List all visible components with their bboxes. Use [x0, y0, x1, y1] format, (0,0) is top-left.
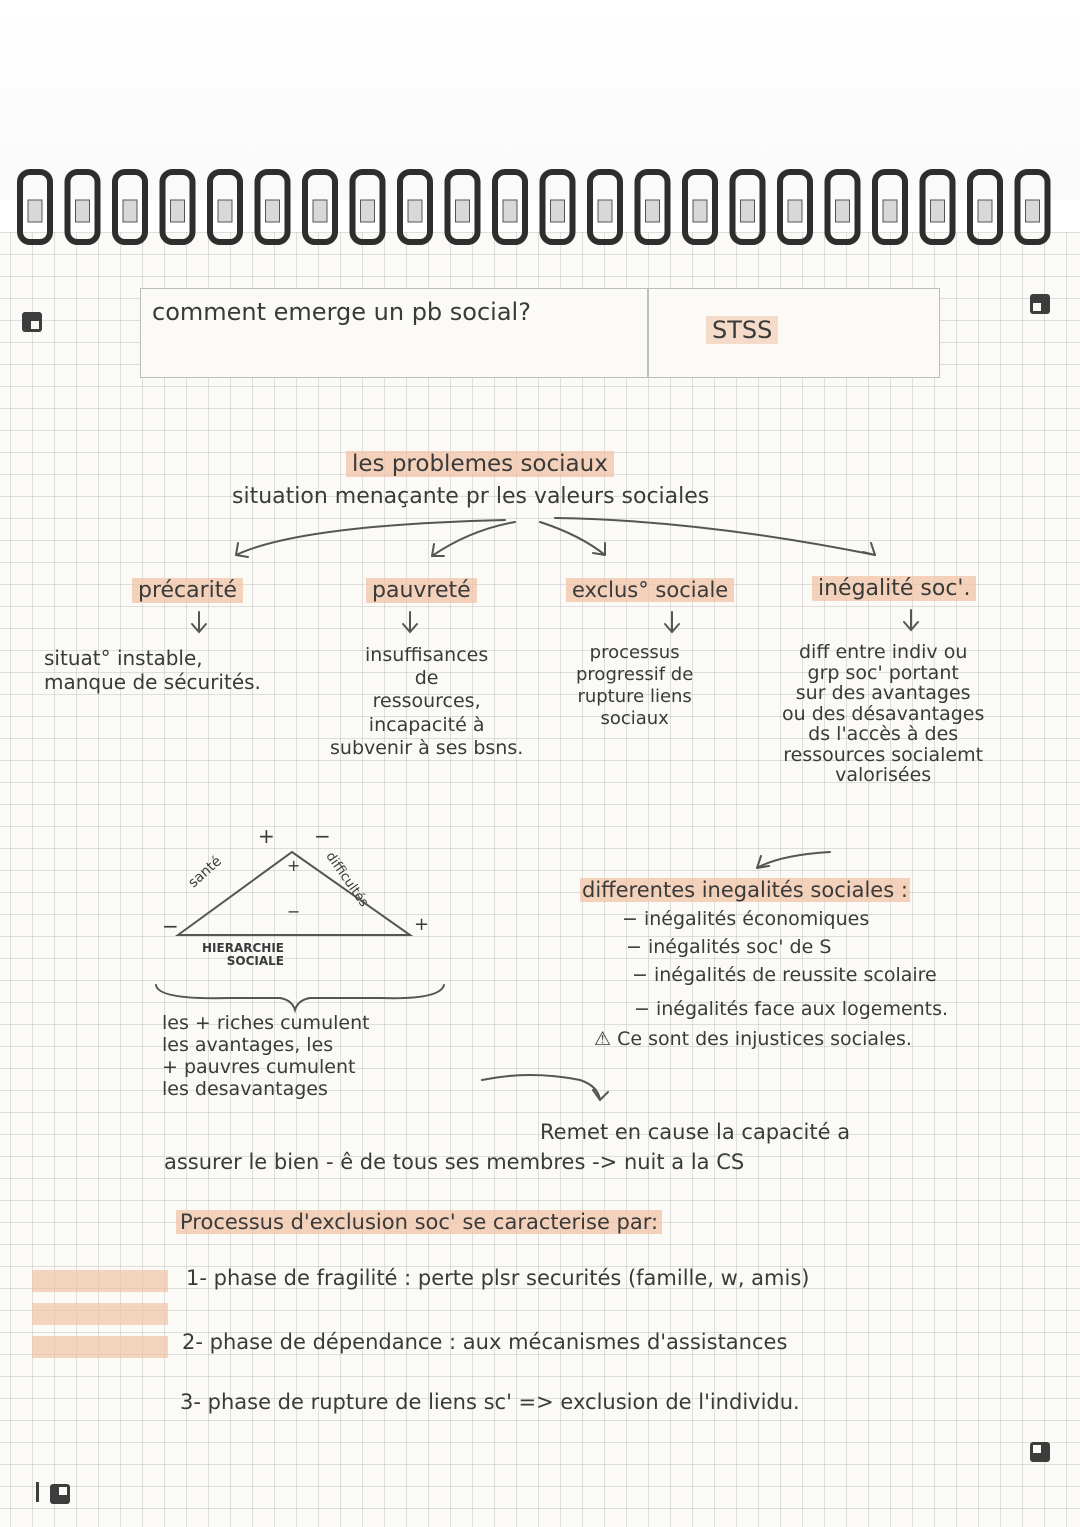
branch-text-pauvrete: insuffisances de ressources, incapacité à subvenir à ses bsns.: [330, 644, 524, 759]
phase-item: 1- phase de fragilité : perte plsr securités (famille, w, amis): [186, 1266, 810, 1290]
branch-text-precarite: situat° instable, manque de sécurités.: [44, 646, 261, 695]
arrow-to-inegalite: [555, 518, 875, 555]
triangle-plus-top: +: [258, 824, 275, 848]
brace: [156, 985, 444, 1010]
triangle-side-difficultes: difficultés: [322, 849, 372, 910]
consequence-line2: assurer le bien - ê de tous ses membres -> nuit a la CS: [164, 1150, 745, 1174]
triangle-minus-inner: −: [287, 902, 301, 921]
consequence-line1: Remet en cause la capacité a: [540, 1120, 851, 1144]
branch-text-exclusion: processus progressif de rupture liens sociaux: [576, 642, 694, 729]
margin-highlight: [32, 1336, 168, 1358]
section-heading: les problemes sociaux: [346, 451, 614, 477]
phase-item: 2- phase de dépendance : aux mécanismes d'assistances: [182, 1330, 788, 1354]
arrow-to-pauvrete: [432, 522, 515, 556]
phase-item: 3- phase de rupture de liens sc' => exclusion de l'individu.: [180, 1390, 800, 1414]
branch-label-pauvrete: pauvreté: [366, 578, 477, 603]
margin-highlight: [32, 1303, 168, 1325]
triangle-plus-right: +: [414, 914, 430, 935]
cumul-text: les + riches cumulent les avantages, les + pauvres cumulent les desavantages: [162, 1012, 370, 1101]
inegalite-item: − inégalités économiques: [622, 908, 870, 930]
branch-label-exclusion: exclus° sociale: [566, 578, 734, 602]
inegalites-title: differentes inegalités sociales :: [582, 878, 908, 902]
processus-title: Processus d'exclusion soc' se caracterise par:: [176, 1210, 662, 1234]
arrow-to-exclusion: [540, 522, 605, 555]
inegalite-item: − inégalités de reussite scolaire: [632, 964, 937, 986]
inegalites-warning: ⚠ Ce sont des injustices sociales.: [594, 1028, 912, 1050]
page-title: comment emerge un pb social?: [152, 298, 531, 326]
subject-badge: STSS: [706, 316, 778, 344]
branch-label-inegalite: inégalité soc'.: [812, 576, 976, 601]
branch-text-inegalite: diff entre indiv ou grp soc' portant sur des avantages ou des désavantages ds l'accès à des ressources socialemt valorisées: [782, 641, 985, 787]
inegalite-item: − inégalités face aux logements.: [634, 998, 949, 1020]
triangle-base-label: HIERARCHIE SOCIALE: [202, 941, 284, 968]
branch-label-precarite: précarité: [132, 578, 243, 603]
triangle-plus-inner: +: [287, 856, 301, 875]
triangle-side-sante: santé: [185, 853, 225, 892]
definition-line: situation menaçante pr les valeurs sociales: [232, 484, 710, 509]
inegalite-item: − inégalités soc' de S: [626, 936, 832, 958]
margin-highlight: [32, 1270, 168, 1292]
triangle-minus-top: −: [314, 824, 331, 848]
triangle-minus-left: −: [162, 914, 179, 938]
